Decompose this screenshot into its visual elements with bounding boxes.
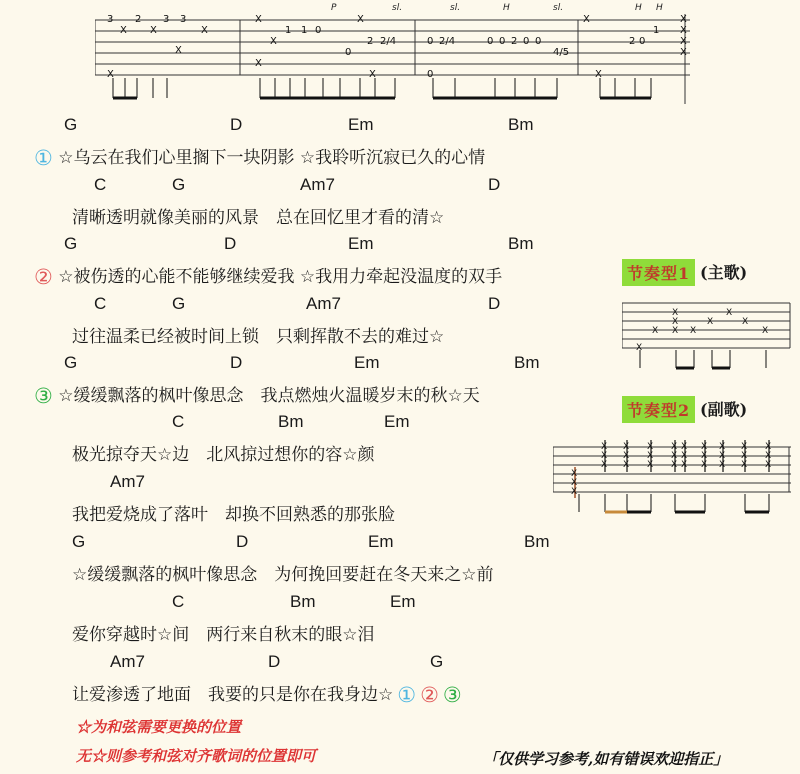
svg-text:X: X bbox=[652, 326, 659, 336]
svg-text:X: X bbox=[623, 442, 630, 452]
svg-text:X: X bbox=[741, 442, 748, 452]
svg-text:X: X bbox=[701, 460, 708, 470]
verse-marker: ③ bbox=[442, 683, 462, 707]
chord-row bbox=[0, 115, 800, 145]
chord-label: D bbox=[230, 353, 243, 372]
verse-marker: ② bbox=[34, 265, 53, 289]
tab-number: 0 bbox=[315, 25, 322, 36]
lyric-text: 极光掠夺天☆边 北风掠过想你的容☆颜 bbox=[72, 445, 375, 465]
verse-marker: ① bbox=[34, 146, 53, 170]
chord-label: Bm bbox=[508, 234, 534, 253]
svg-text:X: X bbox=[680, 47, 687, 58]
svg-text:X: X bbox=[601, 442, 608, 452]
chord-label: D bbox=[230, 115, 243, 134]
chord-label: G bbox=[64, 353, 78, 372]
svg-text:X: X bbox=[583, 14, 590, 25]
svg-text:X: X bbox=[571, 487, 578, 497]
chord-label: Bm bbox=[278, 412, 304, 431]
rhythm-pattern-1-badge: 节奏型1 bbox=[622, 259, 695, 286]
svg-text:X: X bbox=[672, 326, 679, 336]
svg-text:X: X bbox=[719, 442, 726, 452]
svg-text:X: X bbox=[357, 14, 364, 25]
svg-text:X: X bbox=[765, 451, 772, 461]
chord-label: Bm bbox=[508, 115, 534, 134]
chord-label: C bbox=[94, 175, 107, 194]
chord-label: G bbox=[72, 532, 86, 551]
lyric-text: 爱你穿越时☆间 两行来自秋末的眼☆泪 bbox=[72, 625, 375, 645]
lyric-line bbox=[72, 500, 395, 525]
chord-label: C bbox=[94, 294, 107, 313]
tab-number: 1 bbox=[653, 25, 660, 36]
lyric-text: 清晰透明就像美丽的风景 总在回忆里才看的清☆ bbox=[72, 208, 445, 228]
chord-label: G bbox=[172, 175, 186, 194]
chord-label: Bm bbox=[290, 592, 316, 611]
chord-label: Am7 bbox=[110, 652, 145, 671]
svg-text:X: X bbox=[369, 69, 376, 80]
svg-text:X: X bbox=[681, 451, 688, 461]
tab-technique-sl: sl. bbox=[392, 3, 403, 13]
svg-text:X: X bbox=[647, 460, 654, 470]
tab-number: 0 bbox=[523, 36, 530, 47]
svg-text:X: X bbox=[701, 442, 708, 452]
guitar-tab-strip bbox=[95, 0, 690, 104]
svg-text:X: X bbox=[671, 442, 678, 452]
lyric-line bbox=[34, 143, 485, 169]
svg-text:X: X bbox=[255, 58, 262, 69]
rhythm-pattern-1-label: (主歌) bbox=[700, 263, 748, 282]
chord-label: Am7 bbox=[300, 175, 335, 194]
chord-label: Bm bbox=[524, 532, 550, 551]
svg-text:X: X bbox=[270, 36, 277, 47]
verse-marker: ① bbox=[397, 683, 417, 707]
verse-marker: ② bbox=[420, 683, 439, 707]
svg-text:X: X bbox=[672, 317, 679, 327]
lyric-line bbox=[72, 560, 493, 585]
svg-text:X: X bbox=[595, 69, 602, 80]
chord-label: D bbox=[224, 234, 237, 253]
tab-technique-sl: sl. bbox=[553, 3, 564, 13]
tab-number: 0 bbox=[487, 36, 494, 47]
chord-label: D bbox=[236, 532, 249, 551]
chord-label: C bbox=[172, 412, 185, 431]
svg-text:X: X bbox=[636, 343, 643, 353]
tab-number: 0 bbox=[499, 36, 506, 47]
tab-number: 2 bbox=[135, 14, 142, 25]
lyric-line bbox=[72, 680, 462, 706]
tab-number: 0 bbox=[535, 36, 542, 47]
tab-technique-sl: sl. bbox=[450, 3, 461, 13]
lyric-row bbox=[0, 680, 800, 710]
svg-text:X: X bbox=[681, 442, 688, 452]
tab-technique-h: H bbox=[635, 3, 642, 13]
tab-number: 2 bbox=[367, 36, 374, 47]
svg-text:X: X bbox=[623, 451, 630, 461]
tab-number: 2 bbox=[511, 36, 518, 47]
lyric-row bbox=[0, 560, 800, 590]
tab-number: 0 bbox=[427, 36, 434, 47]
lyric-line bbox=[72, 440, 374, 465]
rhythm-pattern-1-tab bbox=[622, 298, 792, 378]
lyric-row bbox=[0, 620, 800, 650]
tab-technique-h: H bbox=[503, 3, 510, 13]
chord-label: Am7 bbox=[110, 472, 145, 491]
svg-text:X: X bbox=[107, 69, 114, 80]
chord-label: G bbox=[64, 115, 78, 134]
tab-technique-p: P bbox=[331, 3, 337, 13]
tab-number: 0 bbox=[427, 69, 434, 80]
tab-number: 1 bbox=[301, 25, 308, 36]
tab-number: 0 bbox=[345, 47, 352, 58]
chord-row bbox=[0, 592, 800, 622]
lyric-text: ☆被伤透的心能不能够继续爱我 ☆我用力牵起没温度的双手 bbox=[52, 267, 503, 287]
tab-number: 3 bbox=[163, 14, 170, 25]
note-star-meaning: ☆为和弦需要更换的位置 bbox=[76, 718, 242, 736]
svg-text:X: X bbox=[742, 317, 749, 327]
svg-text:X: X bbox=[175, 45, 182, 56]
note-no-star: 无☆则参考和弦对齐歌词的位置即可 bbox=[76, 747, 317, 765]
chord-label: G bbox=[430, 652, 444, 671]
svg-text:X: X bbox=[255, 14, 262, 25]
svg-text:X: X bbox=[680, 36, 687, 47]
svg-text:X: X bbox=[601, 460, 608, 470]
tab-number: 3 bbox=[107, 14, 114, 25]
chord-label: Em bbox=[348, 115, 374, 134]
chord-label: G bbox=[172, 294, 186, 313]
svg-text:X: X bbox=[671, 460, 678, 470]
svg-text:X: X bbox=[623, 460, 630, 470]
chord-label: Am7 bbox=[306, 294, 341, 313]
chord-label: Em bbox=[390, 592, 416, 611]
svg-text:X: X bbox=[601, 451, 608, 461]
lyric-row bbox=[0, 203, 800, 233]
chord-label: Em bbox=[354, 353, 380, 372]
tab-number: 0 bbox=[639, 36, 646, 47]
tab-number: 4/5 bbox=[553, 47, 570, 58]
svg-text:X: X bbox=[765, 460, 772, 470]
tab-number: 2/4 bbox=[380, 36, 397, 47]
tab-number: 2 bbox=[629, 36, 636, 47]
svg-text:X: X bbox=[681, 460, 688, 470]
svg-text:X: X bbox=[120, 25, 127, 36]
chord-label: D bbox=[488, 294, 501, 313]
svg-text:X: X bbox=[719, 460, 726, 470]
tab-number: 2/4 bbox=[439, 36, 456, 47]
tab-technique-h: H bbox=[656, 3, 663, 13]
chord-label: D bbox=[268, 652, 281, 671]
svg-text:X: X bbox=[672, 308, 679, 318]
svg-text:X: X bbox=[671, 451, 678, 461]
chord-label: Em bbox=[384, 412, 410, 431]
lyric-text: ☆缓缓飘落的枫叶像思念 为何挽回要赶在冬天来之☆前 bbox=[72, 565, 494, 585]
chord-row bbox=[0, 175, 800, 205]
rhythm-pattern-2-badge: 节奏型2 bbox=[622, 396, 695, 423]
svg-text:X: X bbox=[765, 442, 772, 452]
chord-label: G bbox=[64, 234, 78, 253]
svg-text:X: X bbox=[726, 308, 733, 318]
lyric-line bbox=[34, 262, 502, 288]
svg-text:X: X bbox=[571, 469, 578, 479]
chord-label: Bm bbox=[514, 353, 540, 372]
svg-text:X: X bbox=[150, 25, 157, 36]
chord-label: Em bbox=[348, 234, 374, 253]
svg-text:X: X bbox=[741, 460, 748, 470]
svg-text:X: X bbox=[762, 326, 769, 336]
lyric-line bbox=[72, 203, 444, 228]
svg-text:X: X bbox=[680, 14, 687, 25]
verse-marker: ③ bbox=[34, 384, 53, 408]
lyric-text: 我把爱烧成了落叶 却换不回熟悉的那张脸 bbox=[72, 505, 395, 525]
lyric-line bbox=[72, 322, 444, 347]
chord-row bbox=[0, 652, 800, 682]
chord-label: D bbox=[488, 175, 501, 194]
svg-text:X: X bbox=[571, 478, 578, 488]
rhythm-pattern-2-tab bbox=[553, 432, 793, 522]
chord-label: C bbox=[172, 592, 185, 611]
svg-text:X: X bbox=[707, 317, 714, 327]
lyric-row bbox=[0, 143, 800, 173]
svg-text:X: X bbox=[719, 451, 726, 461]
svg-text:X: X bbox=[701, 451, 708, 461]
lyric-text: ☆乌云在我们心里搁下一块阴影 ☆我聆听沉寂已久的心情 bbox=[52, 148, 486, 168]
chord-row bbox=[0, 532, 800, 562]
lyric-text: 过往温柔已经被时间上锁 只剩挥散不去的难过☆ bbox=[72, 327, 445, 347]
svg-text:X: X bbox=[201, 25, 208, 36]
svg-text:X: X bbox=[680, 25, 687, 36]
chord-label: Em bbox=[368, 532, 394, 551]
lyric-line bbox=[72, 620, 374, 645]
rhythm-pattern-2-label: (副歌) bbox=[700, 400, 748, 419]
lyric-text: ☆缓缓飘落的枫叶像思念 我点燃烛火温暖岁末的秋☆天 bbox=[52, 386, 480, 406]
tab-number: 1 bbox=[285, 25, 292, 36]
svg-text:X: X bbox=[690, 326, 697, 336]
lyric-text: 让爱渗透了地面 我要的只是你在我身边☆ bbox=[72, 685, 394, 705]
tab-number: 3 bbox=[180, 14, 187, 25]
svg-text:X: X bbox=[647, 442, 654, 452]
footer-disclaimer: 「仅供学习参考,如有错误欢迎指正」 bbox=[483, 750, 729, 768]
svg-text:X: X bbox=[741, 451, 748, 461]
lyric-line bbox=[34, 381, 480, 407]
svg-text:X: X bbox=[647, 451, 654, 461]
